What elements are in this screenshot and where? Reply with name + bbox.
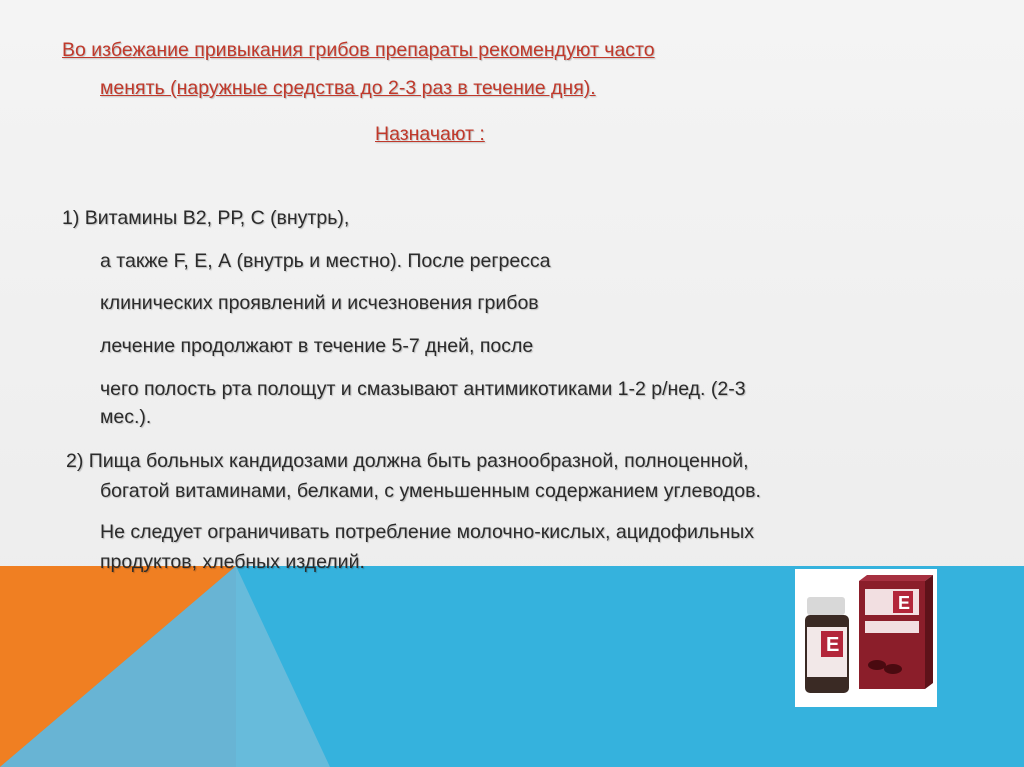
item-1-line-5b: мес.). <box>100 406 152 428</box>
item-2-line-3: Не следует ограничивать потребление молочно-кислых, ацидофильных <box>100 521 754 543</box>
subheading: Назначают : <box>375 123 485 145</box>
heading-line-2: менять (наружные средства до 2-3 раз в течение дня). <box>100 77 596 99</box>
box-label-strip <box>865 621 919 633</box>
item-2-line-1: 2) Пища больных кандидозами должна быть разнообразной, полноценной, <box>66 450 749 472</box>
capsule-1 <box>868 660 886 670</box>
item-2-line-4: продуктов, хлебных изделий. <box>100 551 365 573</box>
bottle-cap <box>807 597 845 615</box>
item-1-line-1: 1) Витамины В2, РР, С (внутрь), <box>62 207 350 229</box>
item-1-line-4: лечение продолжают в течение 5-7 дней, после <box>100 335 534 357</box>
box-side <box>925 575 933 689</box>
box-e-letter: E <box>898 593 911 613</box>
bottle-e-letter: E <box>826 634 840 656</box>
vitamin-e-product-image <box>795 569 937 707</box>
capsule-2 <box>884 664 902 674</box>
vitamin-e-illustration <box>795 569 937 707</box>
item-1-line-3: клинических проявлений и исчезновения грибов <box>100 292 539 314</box>
item-1-line-2: а также F, Е, А (внутрь и местно). После регресса <box>100 250 551 272</box>
box-top <box>859 575 933 581</box>
heading-line-1: Во избежание привыкания грибов препараты рекомендуют часто <box>62 39 655 61</box>
item-2-line-2: богатой витаминами, белками, с уменьшенным содержанием углеводов. <box>100 480 761 502</box>
item-1-line-5a: чего полость рта полощут и смазывают антимикотиками 1-2 р/нед. (2-3 <box>100 378 746 400</box>
